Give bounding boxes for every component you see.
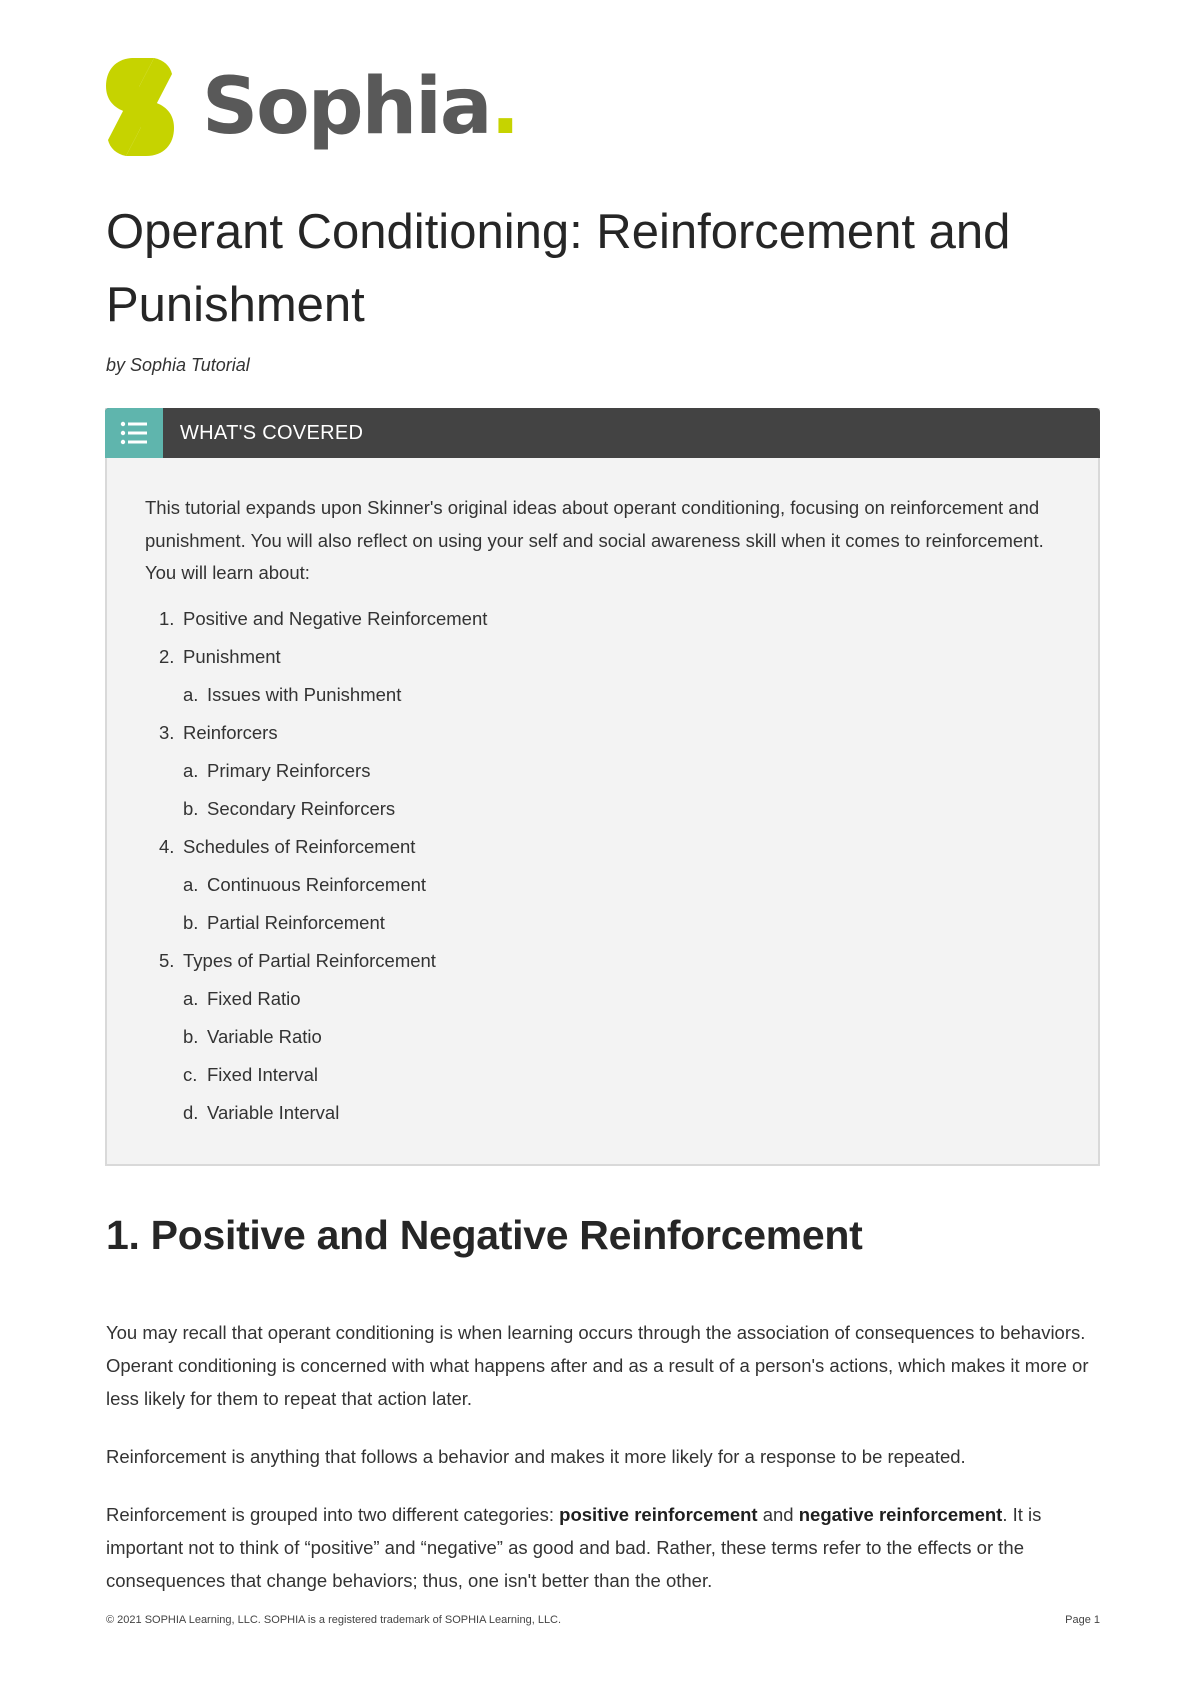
outline-item-label: Fixed Ratio <box>207 987 301 1009</box>
outline-item-number: a. <box>183 683 199 705</box>
outline-item-number: 2. <box>159 645 175 667</box>
paragraph: You may recall that operant conditioning is when learning occurs through the association of consequences to behaviors. Operant conditioning is concerned with what happens after and as a result of a person's actions, which makes it more or less likely for them to repeat that action later. <box>106 1322 1089 1409</box>
outline-item-number: c. <box>183 1063 198 1085</box>
outline-item-label: Secondary Reinforcers <box>207 797 396 819</box>
outline-item <box>145 1018 1060 1056</box>
term-positive-reinforcement: positive reinforcement <box>559 1504 758 1525</box>
outline-item-label: Fixed Interval <box>207 1063 319 1085</box>
outline-item <box>145 638 1060 676</box>
outline-item <box>145 828 1060 866</box>
outline-item-label: Variable Interval <box>207 1101 340 1123</box>
outline-item-number: b. <box>183 1025 199 1047</box>
sophia-wordmark: Sophia. <box>202 62 519 152</box>
term-negative-reinforcement: negative reinforcement <box>798 1504 1003 1525</box>
outline-item-number: 1. <box>159 607 175 629</box>
covered-outline <box>145 600 1060 1132</box>
outline-item-number: 4. <box>159 835 175 857</box>
outline-item <box>145 790 1060 828</box>
whats-covered-box <box>105 408 1100 1166</box>
whats-covered-label: WHAT'S COVERED <box>180 421 364 444</box>
outline-item-label: Variable Ratio <box>207 1025 322 1047</box>
outline-item-number: b. <box>183 911 199 933</box>
outline-item <box>145 980 1060 1018</box>
outline-item-label: Positive and Negative Reinforcement <box>183 607 488 629</box>
page-number: Page 1 <box>1065 1614 1100 1626</box>
outline-item-label: Reinforcers <box>183 721 278 743</box>
page-title: Operant Conditioning: Reinforcement and Punishment <box>106 205 1011 332</box>
outline-item-label: Continuous Reinforcement <box>207 873 427 895</box>
whats-covered-header <box>105 408 1100 458</box>
outline-item <box>145 600 1060 638</box>
outline-item <box>145 752 1060 790</box>
paragraph: Reinforcement is grouped into two different categories: positive reinforcement and negative reinforcement. It is important not to think of “positive” and “negative” as good and bad. Rather, these terms refer to the effects or the consequences that change behaviors; thus, one isn't better than the other. <box>106 1504 1042 1591</box>
paragraph: Reinforcement is anything that follows a behavior and makes it more likely for a response to be repeated. <box>106 1446 966 1467</box>
outline-item <box>145 904 1060 942</box>
outline-item-label: Schedules of Reinforcement <box>183 835 416 857</box>
outline-item-label: Issues with Punishment <box>207 683 402 705</box>
outline-item-number: d. <box>183 1101 199 1123</box>
sophia-logo-icon <box>104 56 176 158</box>
outline-item <box>145 676 1060 714</box>
outline-item-number: a. <box>183 873 199 895</box>
outline-item-number: a. <box>183 759 199 781</box>
outline-item <box>145 1056 1060 1094</box>
outline-item-number: 5. <box>159 949 175 971</box>
outline-item <box>145 942 1060 980</box>
outline-item <box>145 714 1060 752</box>
sophia-logo <box>104 56 518 158</box>
outline-item-number: b. <box>183 797 199 819</box>
section-heading: 1. Positive and Negative Reinforcement <box>106 1212 863 1258</box>
outline-item-label: Types of Partial Reinforcement <box>183 949 436 971</box>
list-icon <box>105 408 163 458</box>
outline-item-label: Punishment <box>183 645 281 667</box>
outline-item <box>145 1094 1060 1132</box>
outline-item-number: a. <box>183 987 199 1009</box>
byline: by Sophia Tutorial <box>106 355 250 375</box>
outline-item <box>145 866 1060 904</box>
outline-item-label: Partial Reinforcement <box>207 911 385 933</box>
footer-copyright: © 2021 SOPHIA Learning, LLC. SOPHIA is a registered trademark of SOPHIA Learning, LLC. <box>106 1614 562 1626</box>
covered-intro: This tutorial expands upon Skinner's original ideas about operant conditioning, focusing on reinforcement and punishment. You will also reflect on using your self and social awareness skill when it comes to reinforcement. You will learn about: <box>145 497 1044 583</box>
outline-item-number: 3. <box>159 721 175 743</box>
outline-item-label: Primary Reinforcers <box>207 759 371 781</box>
